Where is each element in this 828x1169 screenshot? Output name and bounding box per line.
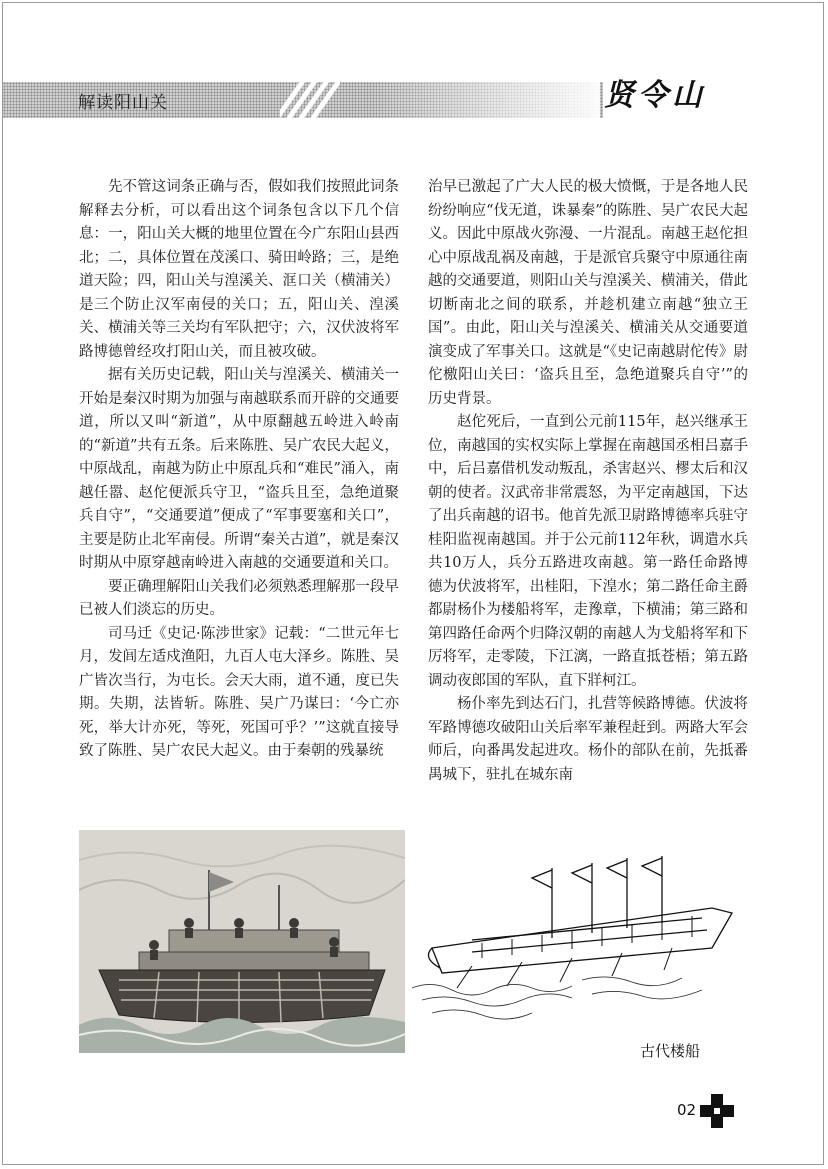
paragraph: 赵佗死后，一直到公元前115年，赵兴继承王位，南越国的实权实际上掌握在南越国丞相吕嘉手中，后吕嘉借机发动叛乱，杀害赵兴、樛太后和汉朝的使者。汉武帝非常震怒，为平定南越国，下达了出兵南越的诏书。他首先派卫尉路博德率兵驻守桂阳监视南越国。并于公元前112年秋，调遣水兵共10万人，兵分五路进攻南越。第一路任命路博德为伏波将军，出桂阳，下湟水；第二路任命主爵都尉杨仆为楼船将军，走豫章，下横浦；第三路和第四路任命两个归降汉朝的南越人为戈船将军和下厉将军，走零陵，下江漓，一路直抵苍梧；第五路调动夜郎国的军队，直下牂柯江。 xyxy=(428,414,748,689)
left-text-column xyxy=(79,176,399,764)
paragraph-continuation: 治早已激起了广大人民的极大愤慨，于是各地人民纷纷响应“伐无道，诛暴秦”的陈胜、吴广农民大起义。因此中原战火弥漫、一片混乱。南越王赵佗担心中原战乱祸及南越，于是派官兵聚守中原通往南越的交通要道，则阳山关与湟溪关、横浦关，借此切断南北之间的联系，并趁机建立南越“独立王国”。由此，阳山关与湟溪关、横浦关从交通要道演变成了军事关口。这就是“《史记南越尉佗传》尉佗檄阳山关曰：‘盗兵且至，急绝道聚兵自守’”的历史背景。 xyxy=(428,179,748,407)
brand-calligraphy-logo: 贤令山 xyxy=(604,78,706,113)
page-corner-emblem xyxy=(700,1094,734,1128)
paragraph: 要正确理解阳山关我们必须熟悉理解那一段早已被人们淡忘的历史。 xyxy=(79,578,399,618)
figure-caption: 古代楼船 xyxy=(640,1042,701,1060)
paragraph: 先不管这词条正确与否，假如我们按照此词条解释去分析，可以看出这个词条包含以下几个信息：一，阳山关大概的地里位置在今广东阳山县西北；二，具体位置在茂溪口、骑田岭路；三，是绝道天险；四，阳山关与湟溪关、洭口关（横浦关）是三个防止汉军南侵的关口；五，阳山关、湟溪关、横浦关等三关均有军队把守；六，汉伏波将军路博德曾经攻打阳山关，而且被攻破。 xyxy=(79,179,399,360)
page-number: 02 xyxy=(677,1101,697,1119)
tower-ship-line-drawing xyxy=(412,848,752,1038)
paragraph: 司马迁《史记·陈涉世家》记载：“二世元年七月，发闾左适戍渔阳，九百人屯大泽乡。陈胜、吴广皆次当行，为屯长。会天大雨，道不通，度已失期。失期，法皆斩。陈胜、吴广乃谋曰：‘今亡亦死，举大计亦死，等死，死国可乎？’”这就直接导致了陈胜、吴广农民大起义。由于秦朝的残暴统 xyxy=(79,625,399,759)
paragraph: 杨仆率先到达石门，扎营等候路博德。伏波将军路博德攻破阳山关后率军兼程赶到。两路大军会师后，向番禺发起进攻。杨仆的部队在前，先抵番禺城下，驻扎在城东南 xyxy=(428,696,748,783)
paragraph: 据有关历史记载，阳山关与湟溪关、横浦关一开始是秦汉时期为加强与南越联系而开辟的交通要道，所以又叫“新道”，从中原翻越五岭进入岭南的“新道”共有五条。后来陈胜、吴广农民大起义，中原战乱，南越为防止中原乱兵和“难民”涌入，南越任嚣、赵佗便派兵守卫，“盗兵且至，急绝道聚兵自守”，“交通要道”便成了“军事要塞和关口”，主要是防止北军南侵。所谓“秦关古道”，就是秦汉时期从中原穿越南岭进入南越的交通要道和关口。 xyxy=(79,367,399,571)
right-text-column xyxy=(428,176,748,787)
running-header-title: 解读阳山关 xyxy=(78,93,168,113)
header-stripes xyxy=(280,82,340,118)
warship-painting-image xyxy=(79,830,405,1053)
